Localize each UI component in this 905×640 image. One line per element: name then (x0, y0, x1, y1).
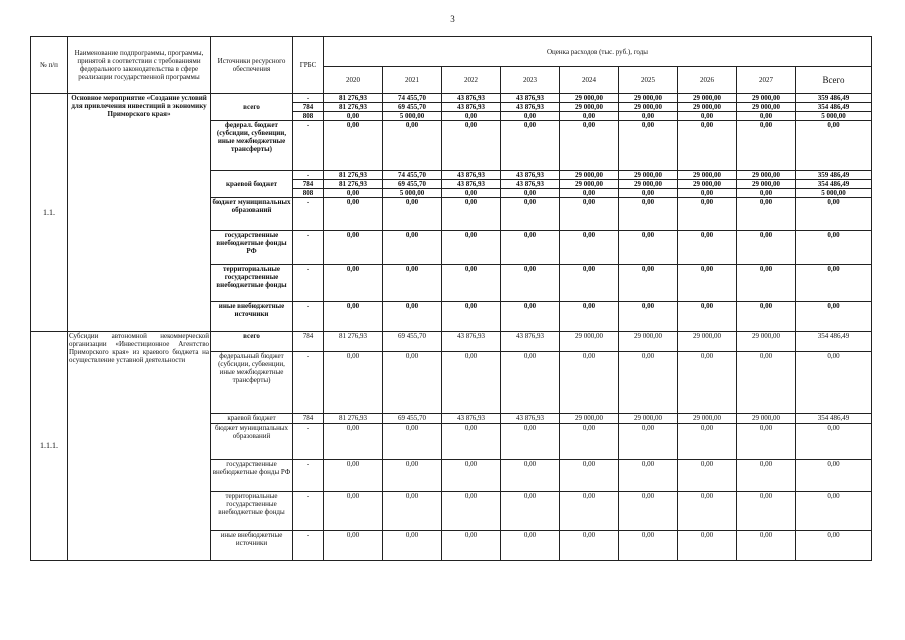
value-cell: 0,00 (560, 231, 619, 265)
value-cell: 0,00 (737, 460, 796, 492)
value-cell: 0,00 (442, 492, 501, 531)
source-cell: территориальные государственные внебюджетные фонды (211, 265, 293, 302)
value-cell: 43 876,93 (442, 414, 501, 424)
value-cell: 29 000,00 (737, 332, 796, 352)
value-cell: 43 876,93 (501, 332, 560, 352)
value-cell: 0,00 (796, 352, 872, 414)
value-cell: 0,00 (619, 231, 678, 265)
page-number: 3 (450, 14, 455, 24)
value-cell (560, 94, 619, 121)
value-cell: 0,00 (383, 121, 442, 171)
value-cell: 0,00 (619, 424, 678, 460)
header-year-2023: 2023 (501, 67, 560, 94)
value-cell: 43 876,93 (501, 414, 560, 424)
value-cell: 0,00 (324, 121, 383, 171)
value-cell: 0,00 (324, 302, 383, 332)
value-cell: 0,00 (383, 302, 442, 332)
value-cell-line: 354 486,49 (796, 180, 871, 189)
grbs-cell: - (293, 460, 324, 492)
value-cell-line: 29 000,00 (678, 171, 736, 180)
value-cell: 0,00 (501, 424, 560, 460)
section-name: Субсидии автономной некоммерческой организации «Инвестиционное Агентство Приморского края» из краевого бюджета на осуществление уставной деятельности (68, 332, 211, 561)
value-cell-line: 74 455,70 (383, 171, 441, 180)
source-cell: всего (211, 332, 293, 352)
value-cell: 0,00 (619, 121, 678, 171)
table-row (31, 94, 872, 121)
source-cell: всего (211, 94, 293, 121)
grbs-cell-line: - (293, 171, 323, 180)
value-cell-line: 354 486,49 (796, 103, 871, 112)
value-cell: 0,00 (737, 265, 796, 302)
value-cell-line: 0,00 (759, 112, 773, 120)
value-cell (619, 94, 678, 121)
value-cell-line: 29 000,00 (737, 171, 795, 180)
value-cell: 354 486,49 (796, 414, 872, 424)
value-cell-line: 0,00 (759, 189, 773, 197)
value-cell-line: 0,00 (700, 189, 714, 197)
value-cell: 0,00 (383, 231, 442, 265)
value-cell: 0,00 (383, 492, 442, 531)
table-header (31, 37, 872, 94)
source-cell: федерал. бюджет (субсидии, субвенции, иные межбюджетные трансферты) (211, 121, 293, 171)
value-cell-line: 43 876,93 (442, 171, 500, 180)
value-cell: 0,00 (619, 492, 678, 531)
value-cell-line: 43 876,93 (501, 103, 559, 112)
value-cell: 0,00 (737, 424, 796, 460)
value-cell: 0,00 (737, 302, 796, 332)
value-cell-line: 29 000,00 (678, 94, 736, 103)
value-cell: 0,00 (560, 121, 619, 171)
value-cell: 0,00 (560, 424, 619, 460)
header-year-2020: 2020 (324, 67, 383, 94)
expenses-table (30, 36, 872, 561)
value-cell-line: 29 000,00 (560, 103, 618, 112)
grbs-cell (293, 171, 324, 198)
header-total: Всего (796, 67, 872, 94)
value-cell: 0,00 (737, 492, 796, 531)
source-cell: государственные внебюджетные фонды РФ (211, 460, 293, 492)
value-cell: 0,00 (501, 198, 560, 231)
value-cell: 29 000,00 (678, 414, 737, 424)
value-cell: 0,00 (383, 531, 442, 561)
grbs-cell: - (293, 231, 324, 265)
value-cell-line: 0,00 (464, 189, 478, 197)
value-cell-line: 29 000,00 (619, 94, 677, 103)
value-cell: 0,00 (796, 231, 872, 265)
value-cell: 0,00 (678, 352, 737, 414)
value-cell: 0,00 (560, 352, 619, 414)
value-cell-line: 81 276,93 (324, 103, 382, 112)
value-cell-line: 29 000,00 (737, 103, 795, 112)
value-cell: 0,00 (560, 492, 619, 531)
grbs-cell: - (293, 531, 324, 561)
table-body (31, 94, 872, 561)
source-cell: бюджет муниципальных образований (211, 198, 293, 231)
section-number: 1.1.1. (31, 332, 68, 561)
grbs-cell-line: 808 (302, 189, 314, 197)
value-cell-line: 43 876,93 (501, 180, 559, 189)
value-cell-line: 69 455,70 (383, 103, 441, 112)
source-cell: краевой бюджет (211, 171, 293, 198)
value-cell: 0,00 (442, 531, 501, 561)
value-cell-line: 0,00 (582, 112, 596, 120)
header-name: Наименование подпрограммы, программы, принятой в соответствии с требованиями федерального законодательства в сфере реализации государственной программы (68, 37, 211, 94)
value-cell-line: 359 486,49 (796, 171, 871, 180)
value-cell (501, 171, 560, 198)
value-cell: 0,00 (501, 352, 560, 414)
value-cell: 29 000,00 (560, 332, 619, 352)
value-cell-line: 359 486,49 (796, 94, 871, 103)
value-cell-line: 0,00 (523, 189, 537, 197)
value-cell: 0,00 (678, 198, 737, 231)
value-cell: 0,00 (737, 121, 796, 171)
value-cell: 0,00 (442, 265, 501, 302)
value-cell: 0,00 (619, 460, 678, 492)
value-cell-line: 0,00 (641, 189, 655, 197)
value-cell (324, 94, 383, 121)
value-cell (619, 171, 678, 198)
value-cell: 0,00 (678, 531, 737, 561)
value-cell: 0,00 (383, 352, 442, 414)
value-cell-line: 81 276,93 (324, 180, 382, 189)
value-cell (737, 94, 796, 121)
value-cell-line: 43 876,93 (442, 180, 500, 189)
grbs-cell: - (293, 121, 324, 171)
value-cell: 0,00 (501, 492, 560, 531)
value-cell-line: 0,00 (700, 112, 714, 120)
value-cell: 0,00 (678, 424, 737, 460)
source-cell: государственные внебюджетные фонды РФ (211, 231, 293, 265)
source-cell: иные внебюджетные источники (211, 302, 293, 332)
value-cell: 0,00 (796, 531, 872, 561)
value-cell (324, 171, 383, 198)
value-cell: 0,00 (501, 265, 560, 302)
header-grbs: ГРБС (293, 37, 324, 94)
value-cell: 0,00 (501, 121, 560, 171)
header-source: Источники ресурсного обеспечения (211, 37, 293, 94)
value-cell: 0,00 (619, 352, 678, 414)
value-cell-line: 29 000,00 (619, 180, 677, 189)
value-cell: 0,00 (796, 198, 872, 231)
value-cell (796, 171, 872, 198)
value-cell: 0,00 (442, 460, 501, 492)
section-number: 1.1. (31, 94, 68, 332)
table-row (31, 332, 872, 352)
header-no: № п/п (31, 37, 68, 94)
value-cell (678, 171, 737, 198)
value-cell (442, 94, 501, 121)
value-cell-line: 0,00 (464, 112, 478, 120)
value-cell: 0,00 (324, 231, 383, 265)
value-cell-line: 29 000,00 (619, 103, 677, 112)
value-cell-line: 43 876,93 (442, 94, 500, 103)
value-cell-line: 29 000,00 (737, 180, 795, 189)
value-cell-line: 29 000,00 (560, 171, 618, 180)
grbs-cell: 784 (293, 414, 324, 424)
value-cell: 0,00 (324, 265, 383, 302)
header-year-2027: 2027 (737, 67, 796, 94)
value-cell: 0,00 (442, 231, 501, 265)
value-cell: 0,00 (796, 121, 872, 171)
source-cell: иные внебюджетные источники (211, 531, 293, 561)
grbs-cell-line: 784 (293, 103, 323, 112)
header-year-2024: 2024 (560, 67, 619, 94)
value-cell (383, 94, 442, 121)
value-cell (796, 94, 872, 121)
value-cell: 0,00 (737, 198, 796, 231)
value-cell-line: 43 876,93 (501, 94, 559, 103)
value-cell-line: 5 000,00 (821, 112, 846, 120)
value-cell-line: 29 000,00 (619, 171, 677, 180)
grbs-cell: - (293, 198, 324, 231)
grbs-cell-line: 808 (302, 112, 314, 120)
value-cell: 0,00 (324, 531, 383, 561)
value-cell: 0,00 (560, 198, 619, 231)
source-cell: территориальные государственные внебюджетные фонды (211, 492, 293, 531)
header-year-2022: 2022 (442, 67, 501, 94)
value-cell-line: 43 876,93 (501, 171, 559, 180)
value-cell-line: 0,00 (523, 112, 537, 120)
value-cell: 0,00 (324, 460, 383, 492)
value-cell: 0,00 (619, 531, 678, 561)
value-cell (383, 171, 442, 198)
value-cell (737, 171, 796, 198)
value-cell-line: 5 000,00 (399, 189, 425, 197)
value-cell: 0,00 (560, 265, 619, 302)
value-cell-line: 29 000,00 (560, 94, 618, 103)
value-cell: 0,00 (737, 352, 796, 414)
value-cell: 0,00 (796, 302, 872, 332)
grbs-cell: - (293, 302, 324, 332)
value-cell: 0,00 (442, 424, 501, 460)
grbs-cell-line: - (293, 94, 323, 103)
source-cell: федеральный бюджет (субсидии, субвенции, иные межбюджетные трансферты) (211, 352, 293, 414)
value-cell: 0,00 (442, 121, 501, 171)
value-cell: 0,00 (324, 352, 383, 414)
header-year-2021: 2021 (383, 67, 442, 94)
value-cell: 29 000,00 (678, 332, 737, 352)
header-year-2025: 2025 (619, 67, 678, 94)
value-cell: 0,00 (324, 492, 383, 531)
grbs-cell: - (293, 352, 324, 414)
value-cell: 29 000,00 (560, 414, 619, 424)
value-cell: 29 000,00 (619, 414, 678, 424)
value-cell-line: 29 000,00 (737, 94, 795, 103)
value-cell: 29 000,00 (619, 332, 678, 352)
value-cell: 0,00 (324, 424, 383, 460)
value-cell-line: 29 000,00 (678, 180, 736, 189)
value-cell: 69 455,70 (383, 414, 442, 424)
value-cell (678, 94, 737, 121)
value-cell: 0,00 (678, 460, 737, 492)
grbs-cell-line: 784 (293, 180, 323, 189)
value-cell: 0,00 (678, 231, 737, 265)
value-cell (501, 94, 560, 121)
value-cell (560, 171, 619, 198)
source-cell: краевой бюджет (211, 414, 293, 424)
value-cell: 69 455,70 (383, 332, 442, 352)
grbs-cell: 784 (293, 332, 324, 352)
value-cell: 0,00 (442, 302, 501, 332)
value-cell: 29 000,00 (737, 414, 796, 424)
value-cell: 0,00 (501, 531, 560, 561)
value-cell: 0,00 (560, 302, 619, 332)
value-cell: 0,00 (383, 460, 442, 492)
value-cell: 0,00 (501, 302, 560, 332)
value-cell-line: 0,00 (582, 189, 596, 197)
value-cell: 354 486,49 (796, 332, 872, 352)
value-cell-line: 29 000,00 (560, 180, 618, 189)
value-cell: 81 276,93 (324, 332, 383, 352)
value-cell: 0,00 (796, 424, 872, 460)
value-cell: 0,00 (796, 492, 872, 531)
value-cell: 0,00 (619, 265, 678, 302)
grbs-cell: - (293, 265, 324, 302)
value-cell: 0,00 (619, 198, 678, 231)
value-cell: 0,00 (678, 121, 737, 171)
value-cell: 0,00 (796, 265, 872, 302)
value-cell: 0,00 (383, 265, 442, 302)
value-cell-line: 5 000,00 (821, 189, 846, 197)
grbs-cell: - (293, 492, 324, 531)
value-cell: 0,00 (324, 198, 383, 231)
value-cell-line: 0,00 (641, 112, 655, 120)
value-cell: 0,00 (442, 352, 501, 414)
value-cell-line: 69 455,70 (383, 180, 441, 189)
header-year-2026: 2026 (678, 67, 737, 94)
section-name: Основное мероприятие «Создание условий для привлечения инвестиций в экономику Приморского края» (68, 94, 211, 332)
source-cell: бюджет муниципальных образований (211, 424, 293, 460)
value-cell-line: 81 276,93 (324, 171, 382, 180)
value-cell: 0,00 (678, 302, 737, 332)
value-cell: 0,00 (737, 531, 796, 561)
value-cell: 0,00 (442, 198, 501, 231)
value-cell-line: 0,00 (346, 189, 360, 197)
value-cell-line: 43 876,93 (442, 103, 500, 112)
value-cell: 0,00 (560, 531, 619, 561)
value-cell-line: 74 455,70 (383, 94, 441, 103)
value-cell: 0,00 (501, 460, 560, 492)
value-cell-line: 81 276,93 (324, 94, 382, 103)
value-cell-line: 0,00 (346, 112, 360, 120)
grbs-cell: - (293, 424, 324, 460)
value-cell: 0,00 (501, 231, 560, 265)
value-cell-line: 5 000,00 (399, 112, 425, 120)
value-cell: 0,00 (383, 198, 442, 231)
value-cell: 0,00 (737, 231, 796, 265)
value-cell: 81 276,93 (324, 414, 383, 424)
value-cell: 0,00 (796, 460, 872, 492)
value-cell: 0,00 (619, 302, 678, 332)
value-cell: 43 876,93 (442, 332, 501, 352)
value-cell-line: 29 000,00 (678, 103, 736, 112)
value-cell: 0,00 (383, 424, 442, 460)
value-cell: 0,00 (678, 492, 737, 531)
value-cell: 0,00 (678, 265, 737, 302)
grbs-cell (293, 94, 324, 121)
value-cell: 0,00 (560, 460, 619, 492)
value-cell (442, 171, 501, 198)
header-estimate: Оценка расходов (тыс. руб.), годы (324, 37, 872, 67)
